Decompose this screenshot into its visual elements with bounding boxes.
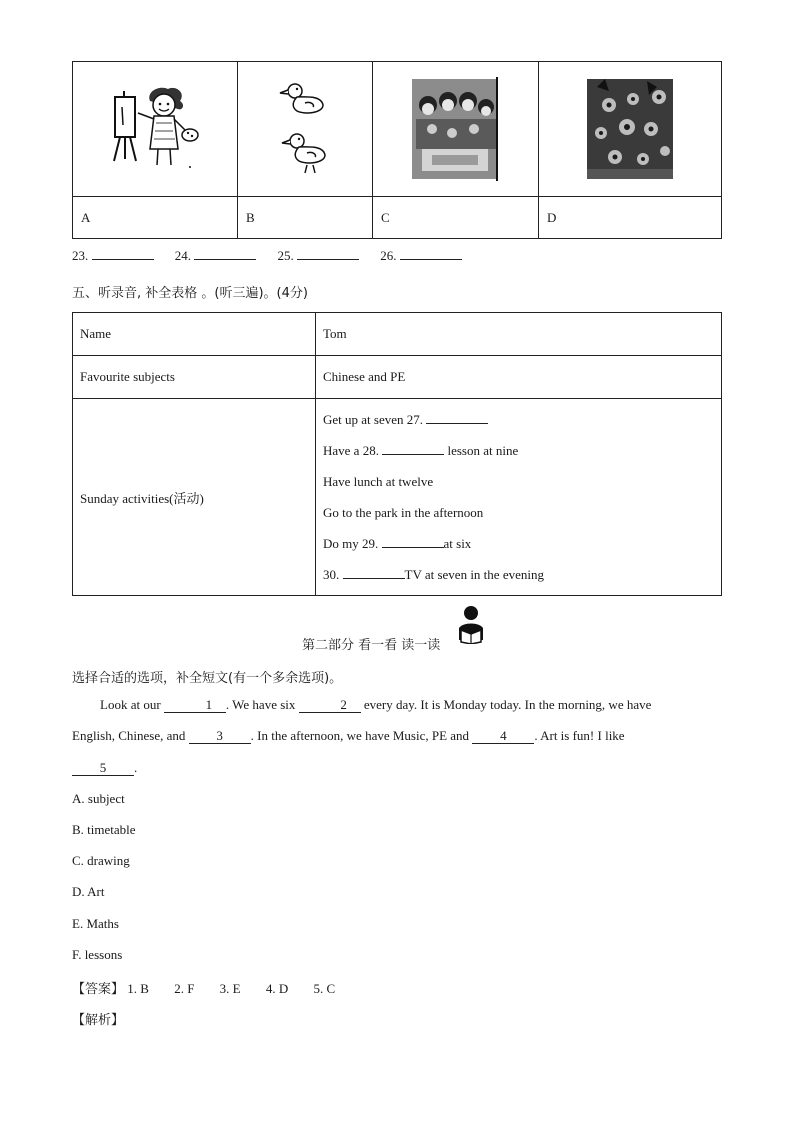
picture-label-b: B <box>238 197 373 239</box>
activities-list <box>316 399 722 596</box>
blank-24[interactable]: 24. <box>175 247 257 264</box>
activity-27: Get up at seven 27. <box>323 404 714 435</box>
picture-label-d: D <box>539 197 722 239</box>
blank-28[interactable] <box>382 442 444 455</box>
gap-3[interactable]: 3 <box>189 729 251 744</box>
answer-3: 3. E <box>219 981 241 996</box>
picture-label-c: C <box>373 197 539 239</box>
flowers-photo-icon <box>587 77 673 181</box>
answer-tag: 【答案】 <box>72 982 125 997</box>
children-photo-icon <box>412 77 500 181</box>
option-a: A. subject <box>72 791 125 806</box>
girl-painting-icon <box>110 79 200 179</box>
activities-label: Sunday activities(活动) <box>73 399 316 596</box>
gap-4[interactable]: 4 <box>472 729 534 744</box>
person-reading-icon <box>455 604 487 644</box>
picture-label-a: A <box>73 197 238 239</box>
picture-table <box>72 61 722 239</box>
gap-5[interactable]: 5 <box>72 761 134 776</box>
section-5-title: 五、听录音, 补全表格 。(听三遍)。(4分) <box>72 286 308 301</box>
blank-30[interactable] <box>343 566 405 579</box>
gap-2[interactable]: 2 <box>299 698 361 713</box>
analysis-tag: 【解析】 <box>72 1013 125 1028</box>
activity-lunch: Have lunch at twelve <box>323 474 434 489</box>
answer-5: 5. C <box>313 981 336 996</box>
picture-cell-b <box>238 62 373 197</box>
answer-2: 2. F <box>174 981 195 996</box>
blank-26[interactable]: 26. <box>380 247 462 264</box>
option-e: E. Maths <box>72 916 119 931</box>
name-value: Tom <box>316 313 722 356</box>
picture-cell-c <box>373 62 539 197</box>
blank-27[interactable] <box>426 411 488 424</box>
answer-blanks-23-26 <box>72 247 480 264</box>
blank-25[interactable]: 25. <box>278 247 360 264</box>
answer-1: 1. B <box>127 981 149 996</box>
instruction: 选择合适的选项，补全短文(有一个多余选项)。 <box>72 671 343 686</box>
blank-23[interactable]: 23. <box>72 247 154 264</box>
subjects-value: Chinese and PE <box>316 356 722 399</box>
passage-line-2: English, Chinese, and 3 . In the afternoon, we have Music, PE and 4 . Art is fun! I like <box>72 728 625 743</box>
activity-park: Go to the park in the afternoon <box>323 505 484 520</box>
answer-4: 4. D <box>265 981 289 996</box>
activity-29: Do my 29. at six <box>323 536 472 551</box>
two-ducks-icon <box>275 77 335 181</box>
part-2-title: 第二部分 看一看 读一读 <box>302 638 441 653</box>
name-label: Name <box>73 313 316 356</box>
option-f: F. lessons <box>72 947 123 962</box>
option-b: B. timetable <box>72 822 136 837</box>
passage-line-3: 5 . <box>72 760 722 776</box>
picture-cell-d <box>539 62 722 197</box>
answer-line <box>72 978 357 997</box>
info-table <box>72 312 722 596</box>
picture-cell-a <box>73 62 238 197</box>
activity-30: 30. TV at seven in the evening <box>323 567 544 582</box>
subjects-label: Favourite subjects <box>73 356 316 399</box>
option-c: C. drawing <box>72 853 130 868</box>
blank-29[interactable] <box>382 535 444 548</box>
passage-line-1: Look at our 1 . We have six 2 every day. It is Monday today. In the morning, we have <box>100 697 652 712</box>
option-d: D. Art <box>72 884 105 899</box>
activity-28: Have a 28. lesson at nine <box>323 443 519 458</box>
gap-1[interactable]: 1 <box>164 698 226 713</box>
